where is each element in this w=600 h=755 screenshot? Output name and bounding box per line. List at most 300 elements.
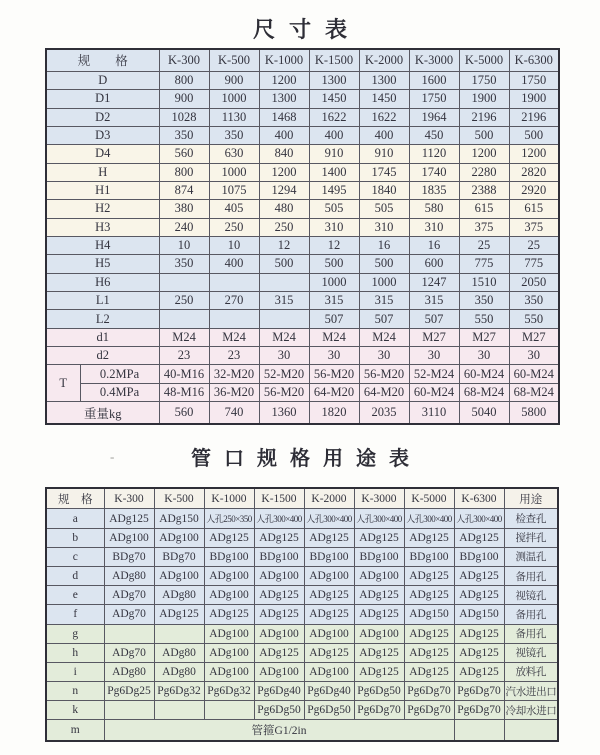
- spec-header: 规 格: [46, 49, 159, 71]
- data-cell: 500: [359, 255, 409, 273]
- row-label: 重量kg: [46, 402, 159, 424]
- row-label: d: [46, 566, 104, 585]
- data-cell: 505: [309, 200, 359, 218]
- row-label: e: [46, 586, 104, 605]
- column-header: K-300: [104, 488, 154, 509]
- use-cell: 备用孔: [504, 624, 558, 643]
- row-label: H: [46, 163, 159, 181]
- data-cell: 1130: [209, 108, 259, 126]
- data-cell: 2196: [459, 108, 509, 126]
- data-cell: 40-M16: [159, 365, 209, 383]
- data-cell: BDg100: [404, 547, 454, 566]
- table-row: [46, 347, 559, 365]
- data-cell: ADg100: [254, 566, 304, 585]
- data-cell: 60-M24: [459, 365, 509, 383]
- data-cell: ADg150: [404, 605, 454, 624]
- column-header: K-3000: [354, 488, 404, 509]
- row-label: i: [46, 662, 104, 681]
- data-cell: 500: [309, 255, 359, 273]
- data-cell: 12: [259, 236, 309, 254]
- data-cell: 23: [209, 347, 259, 365]
- data-cell: 30: [509, 347, 559, 365]
- data-cell: BDg70: [154, 547, 204, 566]
- data-cell: ADg125: [354, 528, 404, 547]
- row-label: D3: [46, 126, 159, 144]
- data-cell: Pg6Dg40: [304, 682, 354, 701]
- data-cell: 775: [509, 255, 559, 273]
- data-cell: M24: [259, 328, 309, 346]
- data-cell: Pg6Dg50: [304, 701, 354, 720]
- table-row: [46, 605, 558, 624]
- data-cell: ADg125: [404, 586, 454, 605]
- data-cell: ADg100: [254, 624, 304, 643]
- data-cell: ADg125: [204, 605, 254, 624]
- use-cell: 冷却水进口: [504, 701, 558, 720]
- data-cell: Pg6Dg32: [154, 682, 204, 701]
- data-cell: ADg100: [304, 566, 354, 585]
- data-cell: Pg6Dg50: [354, 682, 404, 701]
- data-cell: 2388: [459, 181, 509, 199]
- data-cell: 30: [409, 347, 459, 365]
- data-cell: Pg6Dg25: [104, 682, 154, 701]
- data-cell: BDg100: [254, 547, 304, 566]
- data-cell: 500: [259, 255, 309, 273]
- data-cell: 23: [159, 347, 209, 365]
- data-cell: ADg125: [454, 586, 504, 605]
- column-header: K-6300: [509, 49, 559, 71]
- table-row: [46, 163, 559, 181]
- data-cell: 1200: [459, 145, 509, 163]
- data-cell: ADg100: [204, 643, 254, 662]
- data-cell: 30: [259, 347, 309, 365]
- data-cell: 2035: [359, 402, 409, 424]
- data-cell: Pg6Dg32: [204, 682, 254, 701]
- data-cell: 560: [159, 145, 209, 163]
- row-label: g: [46, 624, 104, 643]
- data-cell: 630: [209, 145, 259, 163]
- data-cell: 2280: [459, 163, 509, 181]
- data-cell: ADg125: [354, 586, 404, 605]
- data-cell: 910: [359, 145, 409, 163]
- data-cell: 874: [159, 181, 209, 199]
- data-cell: ADg100: [104, 528, 154, 547]
- data-cell: ADg150: [154, 509, 204, 528]
- data-cell: ADg80: [154, 662, 204, 681]
- data-cell: ADg70: [104, 605, 154, 624]
- data-cell: 1745: [359, 163, 409, 181]
- data-cell: 1247: [409, 273, 459, 291]
- table-row: [46, 682, 558, 701]
- data-cell: 2050: [509, 273, 559, 291]
- data-cell: 60-M24: [409, 383, 459, 401]
- data-cell: 32-M20: [209, 365, 259, 383]
- data-cell: 30: [309, 347, 359, 365]
- data-cell: 人孔250×350: [204, 509, 254, 528]
- data-cell: 1200: [259, 71, 309, 89]
- data-cell: 人孔300×400: [304, 509, 354, 528]
- data-cell: ADg100: [354, 566, 404, 585]
- row-label: D2: [46, 108, 159, 126]
- row-label: b: [46, 528, 104, 547]
- data-cell: M27: [409, 328, 459, 346]
- data-cell: 375: [459, 218, 509, 236]
- empty-cell: [159, 273, 209, 291]
- data-cell: 5800: [509, 402, 559, 424]
- data-cell: ADg100: [204, 662, 254, 681]
- data-cell: 人孔300×400: [254, 509, 304, 528]
- table-row: [46, 624, 558, 643]
- data-cell: 550: [459, 310, 509, 328]
- data-cell: 1964: [409, 108, 459, 126]
- use-cell: 汽水进出口: [504, 682, 558, 701]
- row-label: H2: [46, 200, 159, 218]
- data-cell: ADg125: [404, 624, 454, 643]
- table-row: [46, 528, 558, 547]
- table-row: [46, 701, 558, 720]
- use-cell: 检查孔: [504, 509, 558, 528]
- data-cell: 64-M20: [359, 383, 409, 401]
- data-cell: 1750: [459, 71, 509, 89]
- data-cell: ADg80: [104, 662, 154, 681]
- data-cell: 1000: [209, 163, 259, 181]
- empty-cell: [104, 701, 154, 720]
- data-cell: 1900: [459, 90, 509, 108]
- data-cell: 840: [259, 145, 309, 163]
- size-table: [45, 48, 560, 425]
- data-cell: ADg125: [154, 605, 204, 624]
- table-row: [46, 720, 558, 741]
- table-row: [46, 108, 559, 126]
- data-cell: ADg125: [254, 605, 304, 624]
- table-row: [46, 90, 559, 108]
- row-label: H6: [46, 273, 159, 291]
- data-cell: 56-M20: [309, 365, 359, 383]
- data-cell: ADg125: [254, 528, 304, 547]
- data-cell: 1750: [409, 90, 459, 108]
- column-header: K-3000: [409, 49, 459, 71]
- column-header: K-5000: [459, 49, 509, 71]
- data-cell: 30: [359, 347, 409, 365]
- data-cell: 507: [359, 310, 409, 328]
- data-cell: 56-M20: [359, 365, 409, 383]
- column-header: K-1500: [254, 488, 304, 509]
- data-cell: 1000: [309, 273, 359, 291]
- use-header: 用途: [504, 488, 558, 509]
- data-cell: ADg125: [354, 605, 404, 624]
- data-cell: ADg125: [404, 528, 454, 547]
- row-label: k: [46, 701, 104, 720]
- column-header: K-6300: [454, 488, 504, 509]
- column-header: K-2000: [304, 488, 354, 509]
- data-cell: 36-M20: [209, 383, 259, 401]
- data-cell: 400: [209, 255, 259, 273]
- data-cell: 800: [159, 163, 209, 181]
- data-cell: ADg125: [454, 624, 504, 643]
- empty-cell: [209, 273, 259, 291]
- data-cell: ADg100: [304, 624, 354, 643]
- data-cell: Pg6Dg70: [454, 682, 504, 701]
- data-cell: ADg125: [454, 643, 504, 662]
- table-row: [46, 509, 558, 528]
- data-cell: 1750: [509, 71, 559, 89]
- table-row: [46, 310, 559, 328]
- row-label: L1: [46, 291, 159, 309]
- column-header: K-5000: [404, 488, 454, 509]
- data-cell: 900: [209, 71, 259, 89]
- table-row: [46, 181, 559, 199]
- data-cell: 350: [159, 126, 209, 144]
- data-cell: 1360: [259, 402, 309, 424]
- empty-cell: [154, 624, 204, 643]
- data-cell: 550: [509, 310, 559, 328]
- table-row: [46, 145, 559, 163]
- data-cell: 480: [259, 200, 309, 218]
- data-cell: Pg6Dg40: [254, 682, 304, 701]
- data-cell: 1400: [309, 163, 359, 181]
- data-cell: ADg100: [354, 624, 404, 643]
- pipe-table-title: 管口规格用途表: [191, 447, 422, 470]
- data-cell: 375: [509, 218, 559, 236]
- data-cell: 1450: [359, 90, 409, 108]
- data-cell: 315: [259, 291, 309, 309]
- header-row: [46, 488, 558, 509]
- data-cell: ADg125: [454, 528, 504, 547]
- data-cell: BDg100: [304, 547, 354, 566]
- empty-cell: [504, 720, 558, 741]
- data-cell: 人孔300×400: [404, 509, 454, 528]
- data-cell: 250: [259, 218, 309, 236]
- data-cell: 10: [209, 236, 259, 254]
- data-cell: Pg6Dg70: [454, 701, 504, 720]
- use-cell: 视镜孔: [504, 586, 558, 605]
- data-cell: ADg125: [304, 643, 354, 662]
- use-cell: 视镜孔: [504, 643, 558, 662]
- data-cell: 1622: [309, 108, 359, 126]
- data-cell: 350: [509, 291, 559, 309]
- data-cell: 910: [309, 145, 359, 163]
- data-cell: 1200: [509, 145, 559, 163]
- data-cell: ADg80: [154, 586, 204, 605]
- data-cell: ADg125: [354, 662, 404, 681]
- data-cell: 250: [209, 218, 259, 236]
- row-label: h: [46, 643, 104, 662]
- data-cell: 250: [159, 291, 209, 309]
- row-label: D: [46, 71, 159, 89]
- row-sublabel: 0.2MPa: [80, 365, 159, 383]
- data-cell: 68-M24: [509, 383, 559, 401]
- data-cell: 1300: [359, 71, 409, 89]
- data-cell: 25: [509, 236, 559, 254]
- data-cell: 600: [409, 255, 459, 273]
- data-cell: 560: [159, 402, 209, 424]
- empty-cell: [209, 310, 259, 328]
- row-label: D4: [46, 145, 159, 163]
- data-cell: 68-M24: [459, 383, 509, 401]
- data-cell: BDg100: [454, 547, 504, 566]
- table-row: [46, 200, 559, 218]
- table-row: [46, 383, 559, 401]
- empty-cell: [104, 624, 154, 643]
- data-cell: ADg70: [104, 643, 154, 662]
- size-table-title: 尺寸表: [252, 17, 361, 42]
- data-cell: ADg125: [404, 566, 454, 585]
- table-row: [46, 71, 559, 89]
- pipe-table-title-row: [0, 425, 600, 487]
- spec-header: 规 格: [46, 488, 104, 509]
- use-cell: 备用孔: [504, 566, 558, 585]
- data-cell: 1450: [309, 90, 359, 108]
- table-row: [46, 273, 559, 291]
- data-cell: BDg100: [204, 547, 254, 566]
- data-cell: 1075: [209, 181, 259, 199]
- data-cell: M24: [309, 328, 359, 346]
- data-cell: BDg70: [104, 547, 154, 566]
- data-cell: ADg100: [304, 662, 354, 681]
- data-cell: 1028: [159, 108, 209, 126]
- table-row: [46, 566, 558, 585]
- row-sublabel: 0.4MPa: [80, 383, 159, 401]
- data-cell: 1120: [409, 145, 459, 163]
- use-cell: 放料孔: [504, 662, 558, 681]
- data-cell: M24: [209, 328, 259, 346]
- data-cell: 800: [159, 71, 209, 89]
- data-cell: ADg125: [254, 643, 304, 662]
- column-header: K-1000: [204, 488, 254, 509]
- table-row: [46, 586, 558, 605]
- data-cell: 310: [409, 218, 459, 236]
- column-header: K-300: [159, 49, 209, 71]
- use-cell: 测温孔: [504, 547, 558, 566]
- row-label: f: [46, 605, 104, 624]
- data-cell: ADg100: [204, 624, 254, 643]
- data-cell: ADg100: [154, 528, 204, 547]
- data-cell: 315: [359, 291, 409, 309]
- data-cell: ADg125: [104, 509, 154, 528]
- table-row: [46, 402, 559, 424]
- data-cell: ADg125: [354, 643, 404, 662]
- data-cell: 1000: [209, 90, 259, 108]
- row-label: d2: [46, 347, 159, 365]
- data-cell: 1300: [309, 71, 359, 89]
- table-row: [46, 218, 559, 236]
- dash-mark: -: [110, 449, 116, 464]
- data-cell: 12: [309, 236, 359, 254]
- data-cell: 400: [359, 126, 409, 144]
- data-cell: M27: [459, 328, 509, 346]
- column-header: K-2000: [359, 49, 409, 71]
- data-cell: ADg100: [254, 662, 304, 681]
- row-label: H4: [46, 236, 159, 254]
- data-cell: 505: [359, 200, 409, 218]
- row-label: H5: [46, 255, 159, 273]
- table-row: [46, 547, 558, 566]
- column-header: K-1000: [259, 49, 309, 71]
- row-label: a: [46, 509, 104, 528]
- data-cell: 48-M16: [159, 383, 209, 401]
- row-label: H3: [46, 218, 159, 236]
- data-cell: 2820: [509, 163, 559, 181]
- data-cell: 1495: [309, 181, 359, 199]
- empty-cell: [154, 701, 204, 720]
- data-cell: ADg125: [404, 643, 454, 662]
- data-cell: ADg125: [254, 586, 304, 605]
- row-label: D1: [46, 90, 159, 108]
- data-cell: 人孔300×400: [354, 509, 404, 528]
- data-cell: ADg80: [154, 643, 204, 662]
- data-cell: 315: [409, 291, 459, 309]
- data-cell: 507: [409, 310, 459, 328]
- data-cell: 60-M24: [509, 365, 559, 383]
- use-cell: 搅拌孔: [504, 528, 558, 547]
- table-row: [46, 126, 559, 144]
- table-row: [46, 643, 558, 662]
- data-cell: 1835: [409, 181, 459, 199]
- data-cell: ADg125: [454, 662, 504, 681]
- data-cell: Pg6Dg70: [404, 701, 454, 720]
- data-cell: ADg100: [204, 586, 254, 605]
- data-cell: M27: [509, 328, 559, 346]
- data-cell: 2196: [509, 108, 559, 126]
- empty-cell: [454, 720, 504, 741]
- row-label: d1: [46, 328, 159, 346]
- data-cell: 310: [359, 218, 409, 236]
- data-cell: ADg125: [304, 528, 354, 547]
- table-row: [46, 365, 559, 383]
- data-cell: 10: [159, 236, 209, 254]
- data-cell: 615: [509, 200, 559, 218]
- data-cell: ADg125: [204, 528, 254, 547]
- data-cell: ADg125: [304, 586, 354, 605]
- data-cell: Pg6Dg70: [404, 682, 454, 701]
- table-row: [46, 236, 559, 254]
- data-cell: ADg100: [204, 566, 254, 585]
- data-cell: 775: [459, 255, 509, 273]
- data-cell: BDg100: [354, 547, 404, 566]
- table-row: [46, 255, 559, 273]
- data-cell: Pg6Dg70: [354, 701, 404, 720]
- data-cell: 1300: [259, 90, 309, 108]
- data-cell: 52-M20: [259, 365, 309, 383]
- data-cell: 270: [209, 291, 259, 309]
- data-cell: 350: [209, 126, 259, 144]
- data-cell: 1000: [359, 273, 409, 291]
- row-label: H1: [46, 181, 159, 199]
- row-label: c: [46, 547, 104, 566]
- data-cell: ADg80: [104, 566, 154, 585]
- data-cell: 580: [409, 200, 459, 218]
- data-cell: 400: [309, 126, 359, 144]
- data-cell: 1900: [509, 90, 559, 108]
- row-label: m: [46, 720, 104, 741]
- data-cell: 1200: [259, 163, 309, 181]
- empty-cell: [159, 310, 209, 328]
- data-cell: 1600: [409, 71, 459, 89]
- data-cell: 16: [409, 236, 459, 254]
- data-cell: 310: [309, 218, 359, 236]
- data-cell: 500: [459, 126, 509, 144]
- table-row: [46, 291, 559, 309]
- data-cell: 30: [459, 347, 509, 365]
- pipe-table: [45, 487, 559, 742]
- data-cell: 1840: [359, 181, 409, 199]
- data-cell: 1510: [459, 273, 509, 291]
- use-cell: 备用孔: [504, 605, 558, 624]
- column-header: K-500: [209, 49, 259, 71]
- empty-cell: [204, 701, 254, 720]
- data-cell: 240: [159, 218, 209, 236]
- data-cell: M24: [159, 328, 209, 346]
- data-cell: 400: [259, 126, 309, 144]
